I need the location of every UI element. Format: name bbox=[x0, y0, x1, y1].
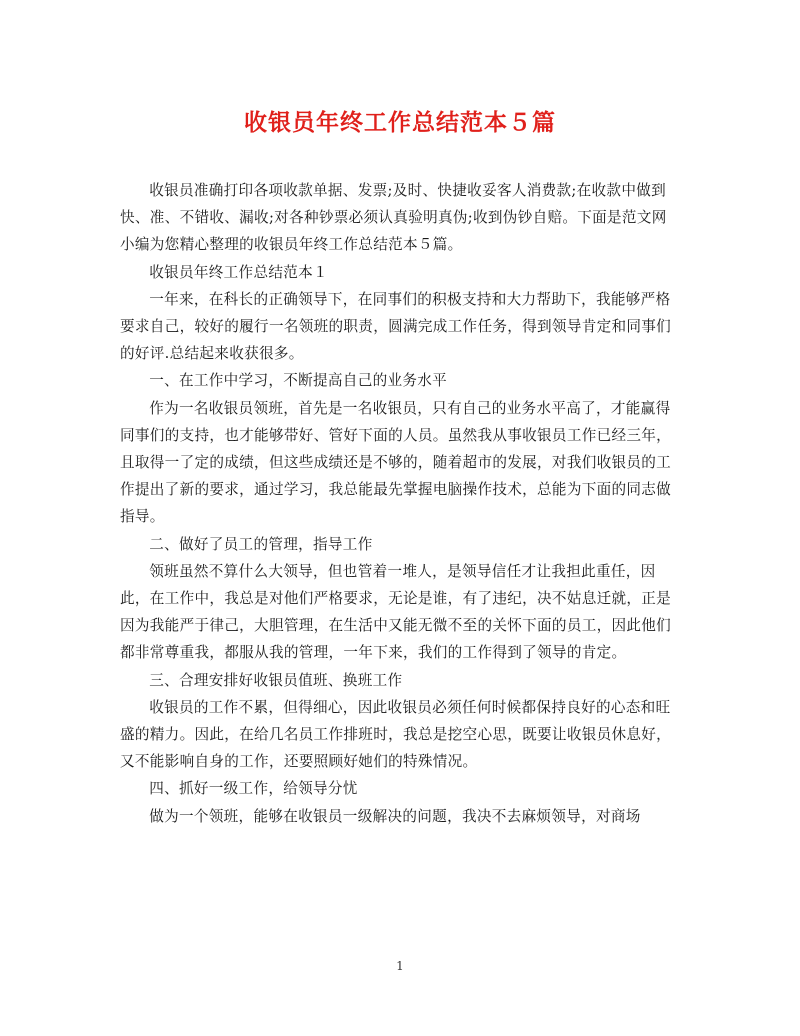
paragraph-intro: 收银员准确打印各项收款单据、发票;及时、快捷收妥客人消费款;在收款中做到快、准、不错收、漏收;对各种钞票必须认真验明真伪;收到伪钞自赔。下面是范文网小编为您精心整理的收银员年终工作总结范本５篇。 bbox=[120, 182, 667, 254]
subheading: 二、做好了员工的管理，指导工作 bbox=[149, 535, 373, 553]
document-body bbox=[120, 177, 672, 830]
subheading: 三、合理安排好收银员值班、换班工作 bbox=[149, 671, 403, 689]
page-number: 1 bbox=[396, 959, 404, 973]
paragraph: 领班虽然不算什么大领导，但也管着一堆人，是领导信任才让我担此重任，因此，在工作中，我总是对他们严格要求，无论是谁，有了违纪，决不姑息迁就，正是因为我能严于律己，大胆管理，在生活中又能无微不至的关怀下面的员工，因此他们都非常尊重我，都服从我的管理，一年下来，我们的工作得到了领导的肯定。 bbox=[120, 562, 672, 662]
document-title: 收银员年终工作总结范本５篇 bbox=[244, 109, 556, 136]
paragraph: 做为一个领班，能够在收银员一级解决的问题，我决不去麻烦领导，对商场 bbox=[149, 807, 641, 825]
paragraph: 收银员的工作不累，但得细心，因此收银员必须任何时候都保持良好的心态和旺盛的精力。因此，在给几名员工作排班时，我总是挖空心思，既要让收银员休息好，又不能影响自身的工作，还要照顾好她们的特殊情况。 bbox=[120, 698, 672, 771]
section-heading: 收银员年终工作总结范本１ bbox=[149, 263, 328, 281]
paragraph: 作为一名收银员领班，首先是一名收银员，只有自己的业务水平高了，才能赢得同事们的支持，也才能够带好、管好下面的人员。虽然我从事收银员工作已经三年，且取得一了定的成绩，但这些成绩还是不够的，随着超市的发展，对我们收银员的工作提出了新的要求，通过学习，我总能最先掌握电脑操作技术，总能为下面的同志做指导。 bbox=[120, 399, 672, 526]
subheading: 一、在工作中学习，不断提高自己的业务水平 bbox=[149, 372, 448, 390]
paragraph: 一年来，在科长的正确领导下，在同事们的积极支持和大力帮助下，我能够严格要求自己，较好的履行一名领班的职责，圆满完成工作任务，得到领导肯定和同事们的好评.总结起来收获很多。 bbox=[120, 290, 672, 363]
subheading: 四、抓好一级工作，给领导分忧 bbox=[149, 780, 358, 798]
